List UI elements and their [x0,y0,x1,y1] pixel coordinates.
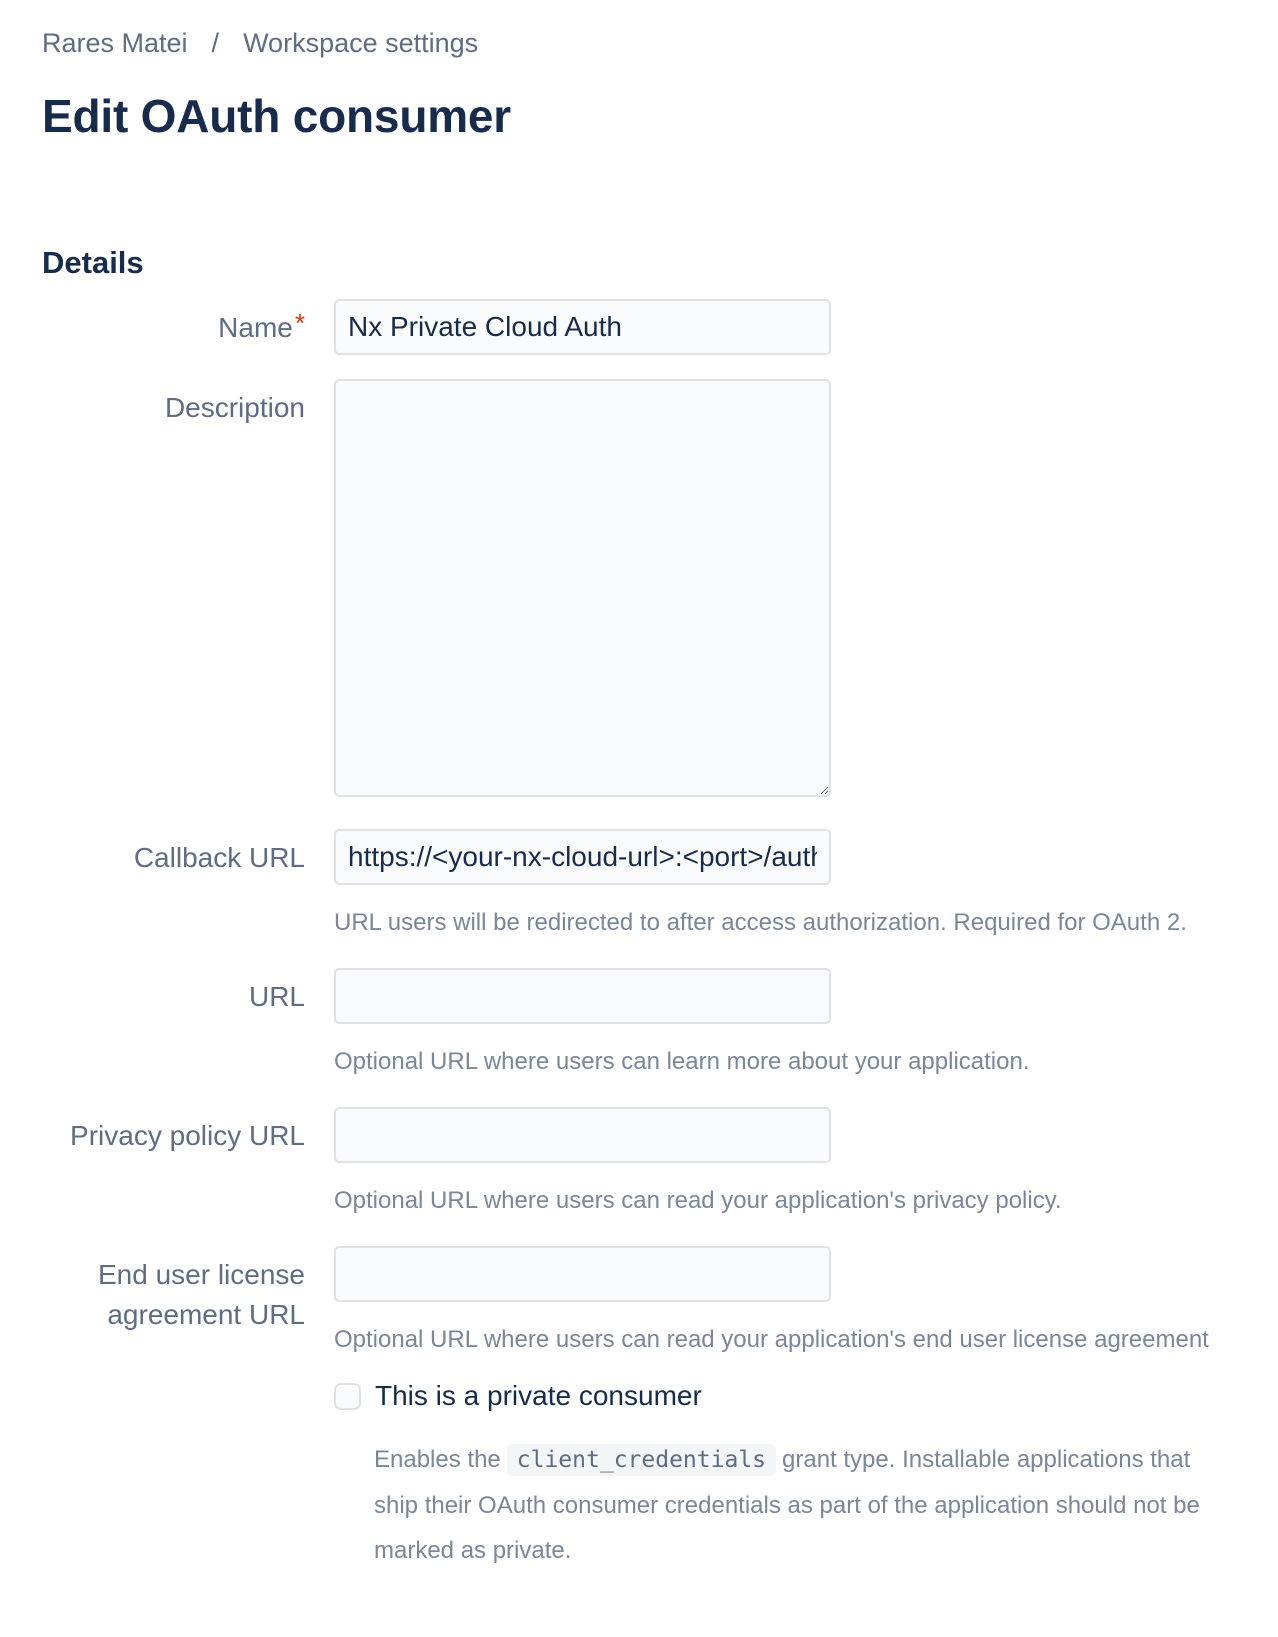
private-consumer-help-before: Enables the [374,1446,501,1473]
name-input[interactable] [334,299,831,355]
description-textarea[interactable] [334,379,831,797]
callback-url-field-cell [334,829,1214,938]
oauth-consumer-form [42,299,1236,1573]
breadcrumb-workspace-link[interactable]: Rares Matei [42,28,188,58]
eula-url-field-cell [334,1246,1214,1355]
eula-url-field-row [42,1246,1236,1355]
privacy-policy-url-input[interactable] [334,1107,831,1163]
page-title: Edit OAuth consumer [42,90,512,142]
url-help: Optional URL where users can learn more about your application. [334,1048,1030,1075]
callback-url-field-row [42,829,1236,938]
description-field-cell [334,379,1214,797]
breadcrumb-settings-link[interactable]: Workspace settings [243,28,479,58]
breadcrumb-separator: / [211,28,220,58]
privacy-policy-url-field-row [42,1107,1236,1216]
privacy-policy-url-field-cell [334,1107,1214,1216]
private-consumer-help-after: grant type. Installable applications that ship their OAuth consumer credentials as part of the application should not be marked as private. [374,1446,1200,1564]
private-consumer-checkbox[interactable] [334,1383,361,1410]
eula-url-help: Optional URL where users can read your application's end user license agreement [334,1326,1209,1353]
client-credentials-code-chip: client_credentials [507,1444,776,1476]
description-field-row [42,379,1236,797]
url-label: URL [248,981,305,1012]
description-label: Description [164,392,305,423]
eula-url-label: End user license agreement URL [97,1259,305,1330]
required-asterisk: * [294,308,305,338]
privacy-policy-url-label: Privacy policy URL [70,1120,305,1151]
url-input[interactable] [334,968,831,1024]
callback-url-input[interactable] [334,829,831,885]
url-field-cell [334,968,1214,1077]
callback-url-help: URL users will be redirected to after access authorization. Required for OAuth 2. [334,909,1187,936]
private-consumer-help [374,1437,1206,1573]
name-field-row [42,299,1236,355]
private-consumer-label[interactable]: This is a private consumer [375,1380,702,1411]
url-field-row [42,968,1236,1077]
eula-url-input[interactable] [334,1246,831,1302]
privacy-policy-url-help: Optional URL where users can read your application's privacy policy. [334,1187,1062,1214]
callback-url-label: Callback URL [133,842,305,873]
name-field-cell [334,299,1214,355]
details-section-heading: Details [42,245,144,280]
private-consumer-row [334,1379,1236,1413]
breadcrumb [42,26,1236,60]
name-label: Name* [218,308,305,343]
